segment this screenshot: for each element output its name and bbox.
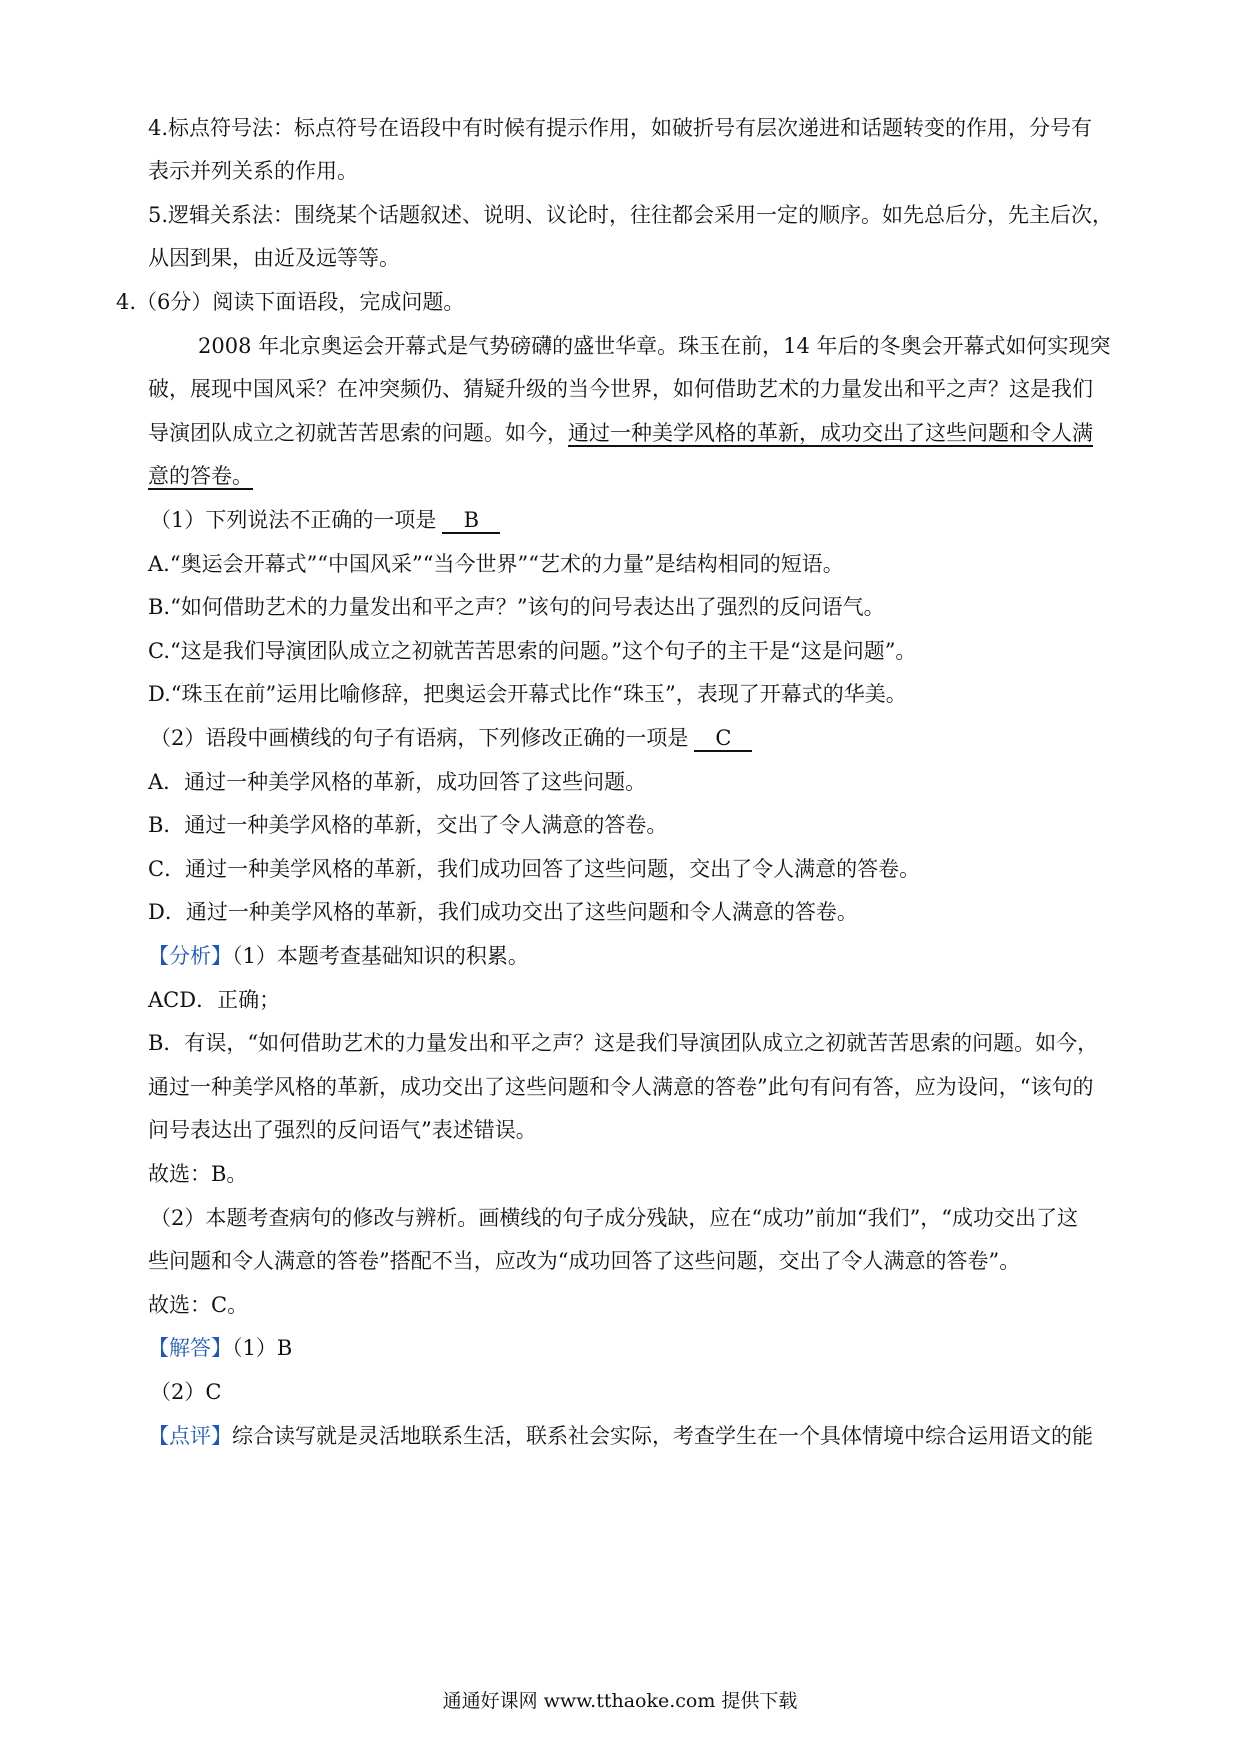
q2-option-b: B．通过一种美学风格的革新，交出了令人满意的答卷。 (148, 813, 668, 837)
page-footer: 通通好课网 www.tthaoke.com 提供下载 (442, 1690, 798, 1712)
q2-option-d: D．通过一种美学风格的革新，我们成功交出了这些问题和令人满意的答卷。 (148, 900, 858, 924)
q1-option-c: C.“这是我们导演团队成立之初就苦苦思索的问题。”这个句子的主干是“这是问题”。 (148, 639, 917, 663)
analysis-line-9: 故选：C。 (148, 1293, 249, 1317)
comment-line-1 (148, 1421, 1128, 1451)
q2-option-c: C．通过一种美学风格的革新，我们成功回答了这些问题，交出了令人满意的答卷。 (148, 857, 921, 881)
solution-text-1: （1）B (232, 1336, 293, 1360)
analysis-text-1: （1）本题考查基础知识的积累。 (232, 944, 529, 968)
underlined-sentence-part-1: 通过一种美学风格的革新，成功交出了这些问题和令人满 (568, 421, 1093, 445)
solution-line-1 (148, 1333, 1128, 1363)
analysis-line-7: （2）本题考查病句的修改与辨析。画横线的句子成分残缺，应在“成功”前加“我们”，“成功交出了这 (150, 1206, 1079, 1230)
analysis-line-6: 故选：B。 (148, 1162, 248, 1186)
q2-prompt-line (150, 723, 1130, 753)
comment-text-1: 综合读写就是灵活地联系生活，联系社会实际，考查学生在一个具体情境中综合运用语文的能 (232, 1424, 1093, 1448)
comment-tag: 【点评】 (148, 1424, 232, 1448)
method-5-line-2: 从因到果，由近及远等等。 (148, 246, 400, 270)
q2-option-a: A．通过一种美学风格的革新，成功回答了这些问题。 (148, 770, 647, 794)
q1-option-b: B.“如何借助艺术的力量发出和平之声？”该句的问号表达出了强烈的反问语气。 (148, 595, 885, 619)
q1-prompt-line (150, 505, 1130, 535)
passage-line-3 (148, 418, 1128, 448)
q2-prompt: （2）语段中画横线的句子有语病，下列修改正确的一项是 (150, 726, 689, 750)
method-4-line-2: 表示并列关系的作用。 (148, 159, 358, 183)
analysis-line-2: ACD．正确； (148, 988, 281, 1012)
analysis-line-8: 些问题和令人满意的答卷”搭配不当，应改为“成功回答了这些问题，交出了令人满意的答卷”。 (148, 1249, 1021, 1273)
q1-prompt: （1）下列说法不正确的一项是 (150, 508, 437, 532)
analysis-tag: 【分析】 (148, 944, 232, 968)
passage-line-2: 破，展现中国风采？在冲突频仍、猜疑升级的当今世界，如何借助艺术的力量发出和平之声？这是我们 (148, 377, 1093, 401)
passage-line-3-plain: 导演团队成立之初就苦苦思索的问题。如今， (148, 421, 568, 445)
question-title: 4.（6分）阅读下面语段，完成问题。 (116, 290, 465, 314)
method-4-line-1: 4.标点符号法：标点符号在语段中有时候有提示作用，如破折号有层次递进和话题转变的作用，分号有 (148, 116, 1093, 140)
q2-answer: C (694, 726, 752, 752)
q1-answer: B (442, 508, 500, 534)
underlined-sentence-part-2: 意的答卷。 (148, 464, 253, 488)
q1-option-d: D.“珠玉在前”运用比喻修辞，把奥运会开幕式比作“珠玉”，表现了开幕式的华美。 (148, 682, 907, 706)
solution-tag: 【解答】 (148, 1336, 232, 1360)
passage-line-1: 2008 年北京奥运会开幕式是气势磅礴的盛世华章。珠玉在前，14 年后的冬奥会开幕式如何实现突 (198, 334, 1111, 358)
analysis-line-5: 问号表达出了强烈的反问语气”表述错误。 (148, 1118, 537, 1142)
method-5-line-1: 5.逻辑关系法：围绕某个话题叙述、说明、议论时，往往都会采用一定的顺序。如先总后分，先主后次， (148, 203, 1114, 227)
q1-option-a: A.“奥运会开幕式”“中国风采”“当今世界”“艺术的力量”是结构相同的短语。 (148, 552, 844, 576)
analysis-line-4: 通过一种美学风格的革新，成功交出了这些问题和令人满意的答卷”此句有问有答，应为设问，“该句的 (148, 1075, 1094, 1099)
solution-line-2: （2）C (150, 1380, 222, 1404)
analysis-line-3: B．有误，“如何借助艺术的力量发出和平之声？这是我们导演团队成立之初就苦苦思索的问题。如今， (148, 1031, 1099, 1055)
analysis-line-1 (148, 941, 1128, 971)
passage-line-4 (148, 461, 1128, 491)
